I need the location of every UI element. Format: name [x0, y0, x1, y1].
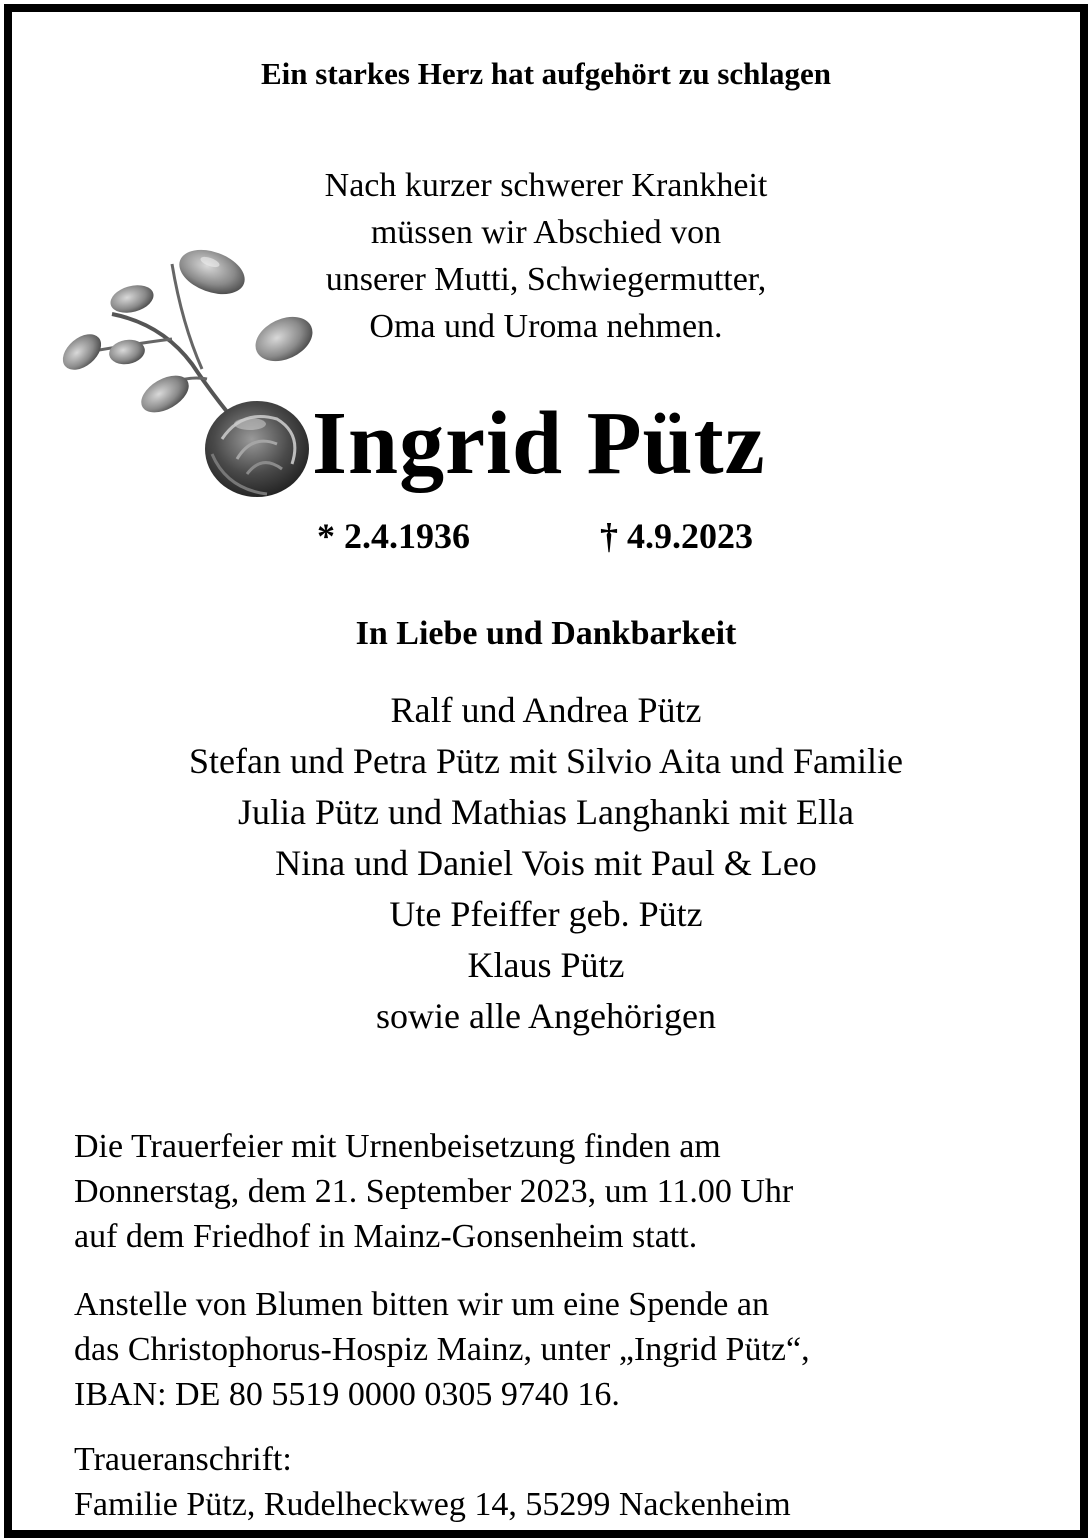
intro-line: Oma und Uroma nehmen.	[369, 308, 723, 345]
ceremony-info	[74, 1124, 793, 1259]
death-date: † 4.9.2023	[600, 516, 753, 556]
donation-line: das Christophorus-Hospiz Mainz, unter „Ingrid Pütz“,	[74, 1331, 810, 1368]
mourner-line: sowie alle Angehörigen	[376, 996, 716, 1036]
address-label: Traueranschrift:	[74, 1441, 292, 1478]
mourning-address	[74, 1437, 791, 1527]
address-line: Familie Pütz, Rudelheckweg 14, 55299 Nackenheim	[74, 1486, 791, 1523]
mourners-list	[12, 685, 1080, 1042]
headline: Ein starkes Herz hat aufgehört zu schlagen	[260, 56, 832, 91]
mourner-line: Julia Pütz und Mathias Langhanki mit Ella	[238, 792, 854, 832]
donation-line: IBAN: DE 80 5519 0000 0305 9740 16.	[74, 1376, 620, 1413]
intro-line: Nach kurzer schwerer Krankheit	[324, 167, 768, 204]
mourner-line: Ralf und Andrea Pütz	[390, 690, 702, 730]
intro-line: unserer Mutti, Schwiegermutter,	[325, 261, 767, 298]
ceremony-line: Die Trauerfeier mit Urnenbeisetzung finden am	[74, 1128, 721, 1165]
gratitude-heading: In Liebe und Dankbarkeit	[355, 615, 737, 652]
intro-line: müssen wir Abschied von	[370, 214, 722, 251]
deceased-name: Ingrid Pütz	[312, 394, 766, 493]
mourner-line: Ute Pfeiffer geb. Pütz	[389, 894, 703, 934]
mourner-line: Stefan und Petra Pütz mit Silvio Aita und Familie	[189, 741, 903, 781]
ceremony-line: auf dem Friedhof in Mainz-Gonsenheim statt.	[74, 1218, 698, 1255]
donation-info	[74, 1282, 810, 1417]
mourner-line: Nina und Daniel Vois mit Paul & Leo	[275, 843, 817, 883]
ceremony-line: Donnerstag, dem 21. September 2023, um 11.00 Uhr	[74, 1173, 794, 1210]
donation-line: Anstelle von Blumen bitten wir um eine Spende an	[74, 1286, 769, 1323]
obituary-notice	[4, 4, 1088, 1538]
mourner-line: Klaus Pütz	[467, 945, 625, 985]
birth-date: * 2.4.1936	[317, 516, 470, 556]
rose-icon	[52, 244, 322, 514]
